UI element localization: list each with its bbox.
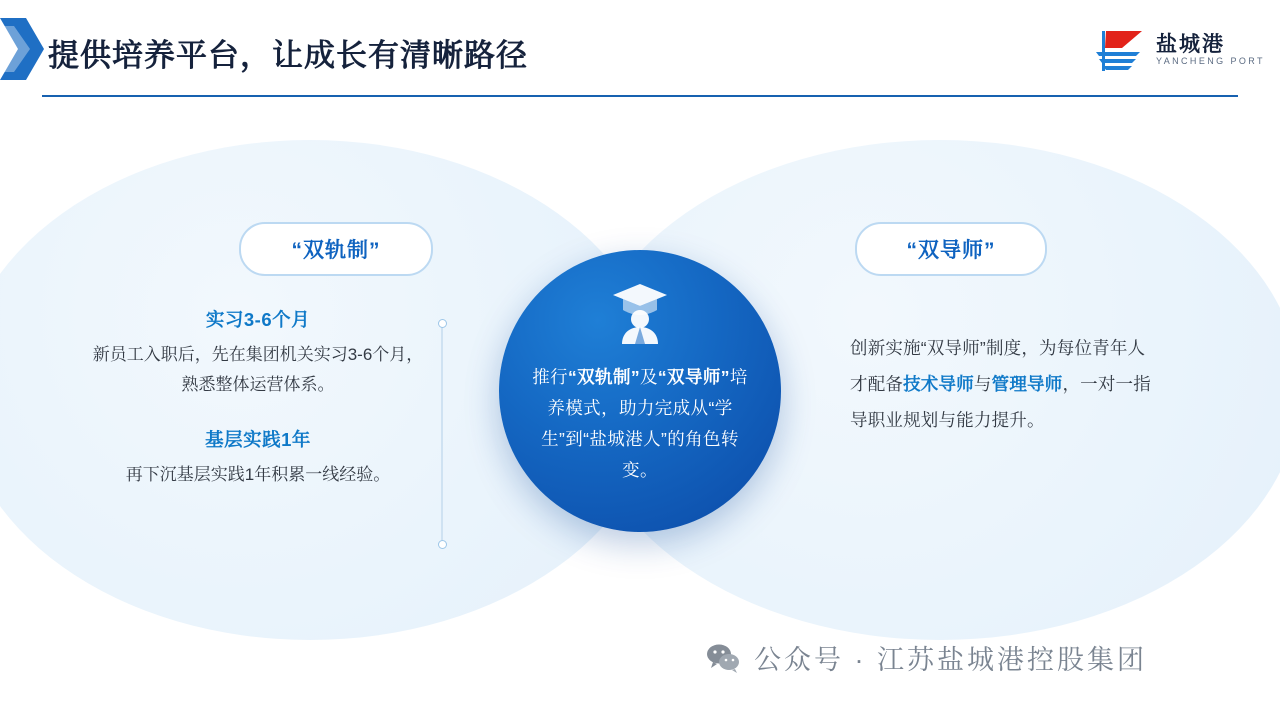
header-divider: [42, 95, 1238, 97]
pill-dual-mentor: [855, 222, 1047, 276]
logo-text-en: YANCHENG PORT: [1156, 56, 1265, 66]
pill-dual-track-label: “双轨制”: [291, 239, 381, 262]
left-block-grassroots: [88, 426, 428, 490]
pill-dual-track: [239, 222, 433, 276]
page-title: 提供培养平台，让成长有清晰路径: [48, 38, 528, 73]
center-circle: [499, 250, 781, 532]
connector-dot-top: [438, 319, 447, 328]
company-logo: [1092, 26, 1265, 76]
footer-watermark: [706, 638, 1147, 677]
right-column-text: 创新实施“双导师”制度，为每位青年人才配备技术导师与管理导师，一对一指导职业规划与能力提升。: [850, 338, 1151, 430]
center-text: 推行“双轨制”及“双导师”培养模式，助力完成从“学生”到“盐城港人”的角色转变。: [532, 367, 748, 480]
left-block-internship: [88, 306, 428, 400]
left-column: [88, 306, 428, 490]
header-arrow-icon: [0, 18, 44, 80]
page-header: [0, 0, 1280, 98]
footer-text: 公众号 · 江苏盐城港控股集团: [754, 645, 1147, 675]
port-logo-icon: [1092, 28, 1148, 74]
logo-text-cn: 盐城港: [1156, 33, 1225, 56]
left-connector-line: [441, 322, 443, 544]
left-block-internship-body: 新员工入职后，先在集团机关实习3-6个月，熟悉整体运营体系。: [92, 345, 424, 394]
wechat-icon: [706, 643, 740, 673]
connector-dot-bottom: [438, 540, 447, 549]
pill-dual-mentor-label: “双导师”: [906, 239, 996, 262]
left-block-internship-heading: 实习3-6个月: [205, 309, 311, 330]
left-block-grassroots-body: 再下沉基层实践1年积累一线经验。: [125, 465, 391, 484]
left-block-grassroots-heading: 基层实践1年: [205, 429, 311, 450]
graduate-icon: [611, 282, 669, 344]
